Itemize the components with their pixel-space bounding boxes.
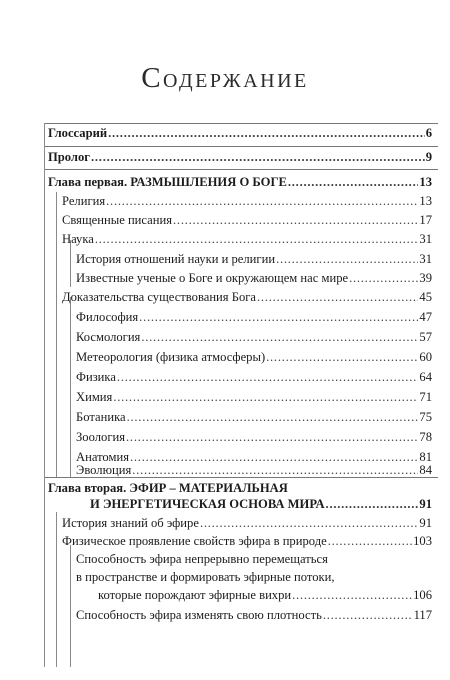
toc-entry-botany[interactable] xyxy=(76,411,432,424)
toc-page-number: 57 xyxy=(419,330,432,344)
toc-entry-scientists[interactable] xyxy=(76,272,432,285)
toc-entry-science-history[interactable] xyxy=(76,253,432,266)
dot-leader xyxy=(117,371,418,384)
dot-leader xyxy=(173,214,418,227)
toc-entry-label: Химия xyxy=(76,390,113,404)
toc-entry-science[interactable] xyxy=(62,233,432,246)
dot-leader xyxy=(126,431,418,444)
dot-leader xyxy=(132,464,418,477)
toc-page-number: 31 xyxy=(419,232,432,246)
toc-entry-chapter-2-line-1[interactable]: Глава вторая. ЭФИР – МАТЕРИАЛЬНАЯ xyxy=(48,481,288,495)
dot-leader xyxy=(95,233,419,246)
dot-leader xyxy=(106,195,418,208)
toc-page-number: 106 xyxy=(413,588,432,602)
tree-bar xyxy=(70,240,71,287)
toc-entry-label: Религия xyxy=(62,194,106,208)
divider xyxy=(44,123,438,124)
toc-page-number: 91 xyxy=(419,516,432,530)
dot-leader xyxy=(328,535,412,548)
toc-entry-label: Глава первая. РАЗМЫШЛЕНИЯ О БОГЕ xyxy=(48,175,287,189)
toc-entry-label: Физическое проявление свойств эфира в природе xyxy=(62,534,327,548)
page-title: Содержание xyxy=(141,62,309,94)
toc-entry-ether-flow-line-1[interactable]: Способность эфира непрерывно перемещаться xyxy=(76,552,328,566)
toc-entry-label: Способность эфира изменять свою плотность xyxy=(76,608,322,622)
toc-entry-label: Космология xyxy=(76,330,141,344)
toc-entry-ether-history[interactable] xyxy=(62,517,432,530)
dot-leader xyxy=(141,331,418,344)
toc-entry-philosophy[interactable] xyxy=(76,311,432,324)
toc-page-number: 13 xyxy=(419,194,432,208)
toc-entry-anatomy[interactable] xyxy=(76,451,432,464)
toc-page-number: 60 xyxy=(419,350,432,364)
tree-bar xyxy=(56,192,57,477)
toc-entry-proofs[interactable] xyxy=(62,291,432,304)
tree-bar xyxy=(70,297,71,477)
toc-page-number: 84 xyxy=(419,463,432,477)
tree-bar xyxy=(70,545,71,667)
toc-page-number: 75 xyxy=(419,410,432,424)
toc-entry-label: Пролог xyxy=(48,150,91,164)
tree-bar xyxy=(44,477,45,667)
dot-leader xyxy=(130,451,418,464)
toc-entry-label: Философия xyxy=(76,310,139,324)
toc-page-number: 13 xyxy=(419,175,432,189)
toc-page-number: 117 xyxy=(413,608,432,622)
toc-entry-label: Зоология xyxy=(76,430,126,444)
divider xyxy=(44,146,438,147)
toc-entry-evolution[interactable] xyxy=(76,464,432,477)
toc-page-number: 91 xyxy=(419,497,432,511)
dot-leader xyxy=(288,176,419,189)
toc-entry-religion[interactable] xyxy=(62,195,432,208)
tree-bar xyxy=(44,169,45,477)
toc-page-number: 71 xyxy=(419,390,432,404)
toc-entry-label: которые порождают эфирные вихри xyxy=(98,588,292,602)
toc-entry-label: Физика xyxy=(76,370,116,384)
toc-entry-label: И ЭНЕРГЕТИЧЕСКАЯ ОСНОВА МИРА xyxy=(90,497,325,511)
toc-entry-label: История отношений науки и религии xyxy=(76,252,276,266)
dot-leader xyxy=(91,151,425,164)
dot-leader xyxy=(257,291,418,304)
toc-page-number: 47 xyxy=(419,310,432,324)
toc-entry-cosmology[interactable] xyxy=(76,331,432,344)
toc-page-number: 31 xyxy=(419,252,432,266)
toc-entry-ether-flow[interactable] xyxy=(98,589,432,602)
tree-bar xyxy=(44,123,45,169)
toc-page-number: 9 xyxy=(425,150,432,164)
toc-page-number: 81 xyxy=(419,450,432,464)
toc-page-number: 39 xyxy=(419,271,432,285)
tree-bar xyxy=(56,512,57,667)
toc-entry-glossary[interactable] xyxy=(48,127,432,140)
toc-entry-label: Метеорология (физика атмосферы) xyxy=(76,350,266,364)
toc-entry-label: Анатомия xyxy=(76,450,129,464)
toc-entry-ether-physical[interactable] xyxy=(62,535,432,548)
toc-entry-chapter-1[interactable] xyxy=(48,176,432,189)
toc-entry-chemistry[interactable] xyxy=(76,391,432,404)
toc-entry-meteorology[interactable] xyxy=(76,351,432,364)
toc-entry-label: Ботаника xyxy=(76,410,126,424)
dot-leader xyxy=(127,411,419,424)
toc-page-number: 103 xyxy=(413,534,432,548)
dot-leader xyxy=(266,351,418,364)
toc-entry-chapter-2[interactable] xyxy=(90,498,432,511)
divider xyxy=(44,169,438,170)
toc-entry-label: История знаний об эфире xyxy=(62,516,199,530)
dot-leader xyxy=(292,589,412,602)
toc-entry-label: Эволюция xyxy=(76,463,132,477)
toc-entry-label: Известные ученые о Боге и окружающем нас мире xyxy=(76,271,349,285)
dot-leader xyxy=(113,391,418,404)
toc-entry-ether-density[interactable] xyxy=(76,609,432,622)
dot-leader xyxy=(326,498,419,511)
toc-page-number: 78 xyxy=(419,430,432,444)
toc-entry-scriptures[interactable] xyxy=(62,214,432,227)
toc-entry-label: Наука xyxy=(62,232,94,246)
dot-leader xyxy=(108,127,425,140)
toc-entry-physics[interactable] xyxy=(76,371,432,384)
toc-page-number: 64 xyxy=(419,370,432,384)
toc-entry-label: Глоссарий xyxy=(48,126,108,140)
toc-page-number: 45 xyxy=(419,290,432,304)
toc-page-number: 17 xyxy=(419,213,432,227)
toc-entry-prologue[interactable] xyxy=(48,151,432,164)
toc-entry-zoology[interactable] xyxy=(76,431,432,444)
toc-page-number: 6 xyxy=(425,126,432,140)
divider xyxy=(44,477,438,478)
dot-leader xyxy=(323,609,413,622)
dot-leader xyxy=(349,272,418,285)
toc-entry-ether-flow-line-2[interactable]: в пространстве и формировать эфирные потоки, xyxy=(76,570,335,584)
dot-leader xyxy=(200,517,418,530)
toc-entry-label: Доказательства существования Бога xyxy=(62,290,257,304)
toc-entry-label: Священные писания xyxy=(62,213,173,227)
dot-leader xyxy=(139,311,418,324)
dot-leader xyxy=(276,253,418,266)
